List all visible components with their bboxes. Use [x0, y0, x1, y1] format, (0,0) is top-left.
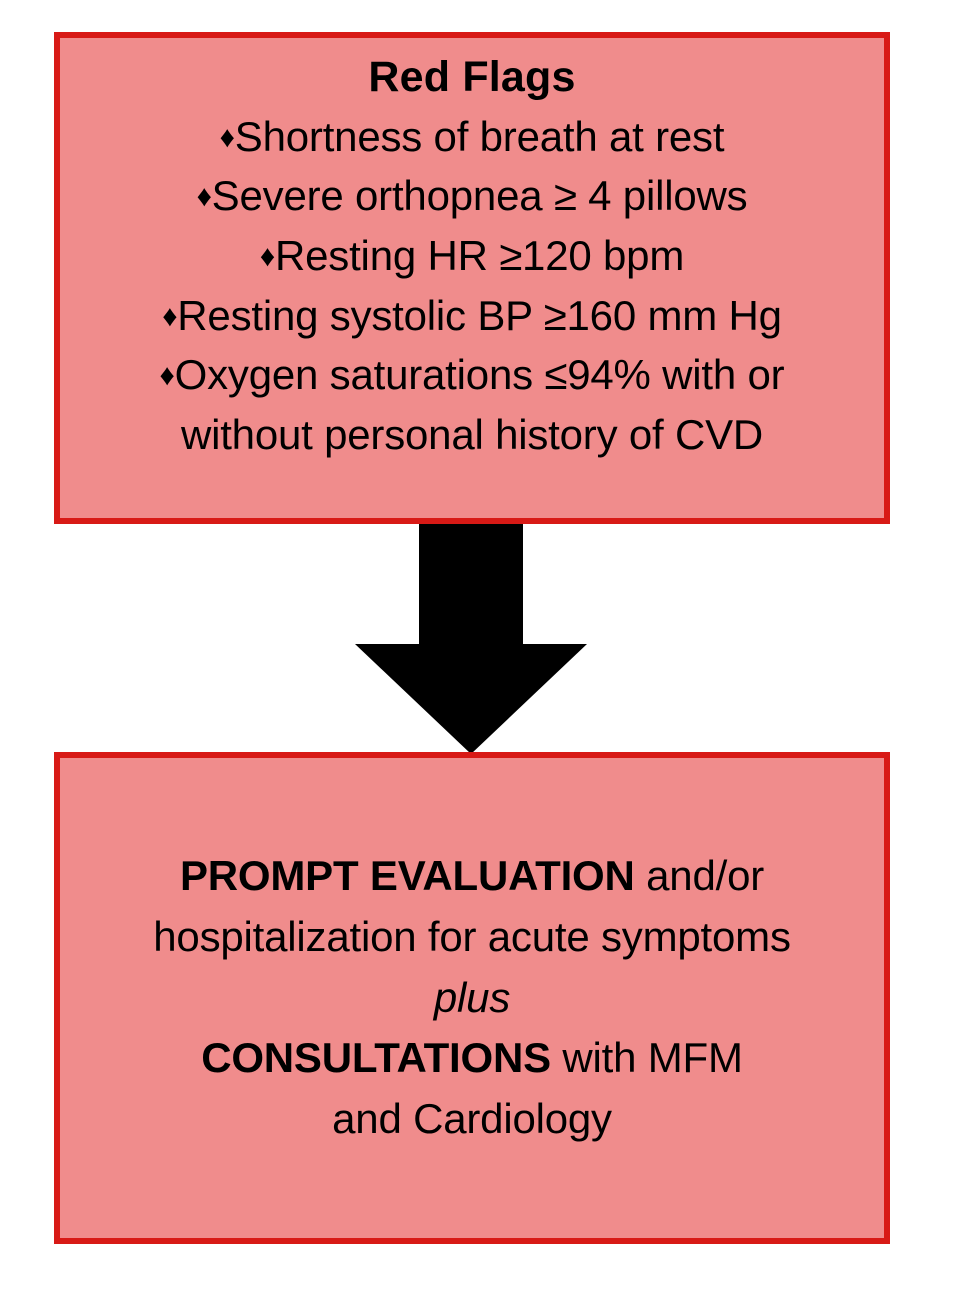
- red-flags-box: [54, 32, 890, 524]
- action-text: [82, 846, 862, 1150]
- diamond-bullet-icon: ♦: [259, 239, 275, 273]
- list-item-label-continued: without personal history of CVD: [180, 410, 764, 458]
- list-item: [78, 226, 866, 286]
- list-item-label: Resting systolic BP ≥160 mm Hg: [177, 291, 782, 339]
- action-line-2: hospitalization for acute symptoms: [153, 912, 791, 960]
- action-box: [54, 752, 890, 1244]
- list-item: [78, 166, 866, 226]
- diamond-bullet-icon: ♦: [162, 299, 178, 333]
- list-item: [78, 107, 866, 167]
- list-item-label: Severe orthopnea ≥ 4 pillows: [211, 172, 748, 220]
- red-flags-list: [78, 107, 866, 465]
- action-line-4-bold: CONSULTATIONS: [201, 1034, 551, 1082]
- diamond-bullet-icon: ♦: [196, 180, 212, 214]
- action-line-1-rest: and/or: [634, 851, 765, 899]
- action-line-3: plus: [433, 973, 511, 1021]
- list-item: [78, 286, 866, 346]
- diamond-bullet-icon: ♦: [219, 120, 235, 154]
- red-flags-title: Red Flags: [368, 53, 576, 101]
- action-line-4: [82, 1028, 862, 1089]
- action-line-5: and Cardiology: [332, 1095, 612, 1143]
- list-item-label: Oxygen saturations ≤94% with or: [174, 351, 785, 399]
- list-item: [78, 345, 866, 464]
- down-arrow-icon: [355, 524, 587, 754]
- action-line-1: [82, 846, 862, 907]
- list-item-label: Resting HR ≥120 bpm: [275, 231, 685, 279]
- action-line-1-bold: PROMPT EVALUATION: [179, 851, 635, 899]
- action-line-4-rest: with MFM: [550, 1034, 743, 1082]
- diamond-bullet-icon: ♦: [159, 359, 175, 393]
- list-item-label: Shortness of breath at rest: [234, 112, 725, 160]
